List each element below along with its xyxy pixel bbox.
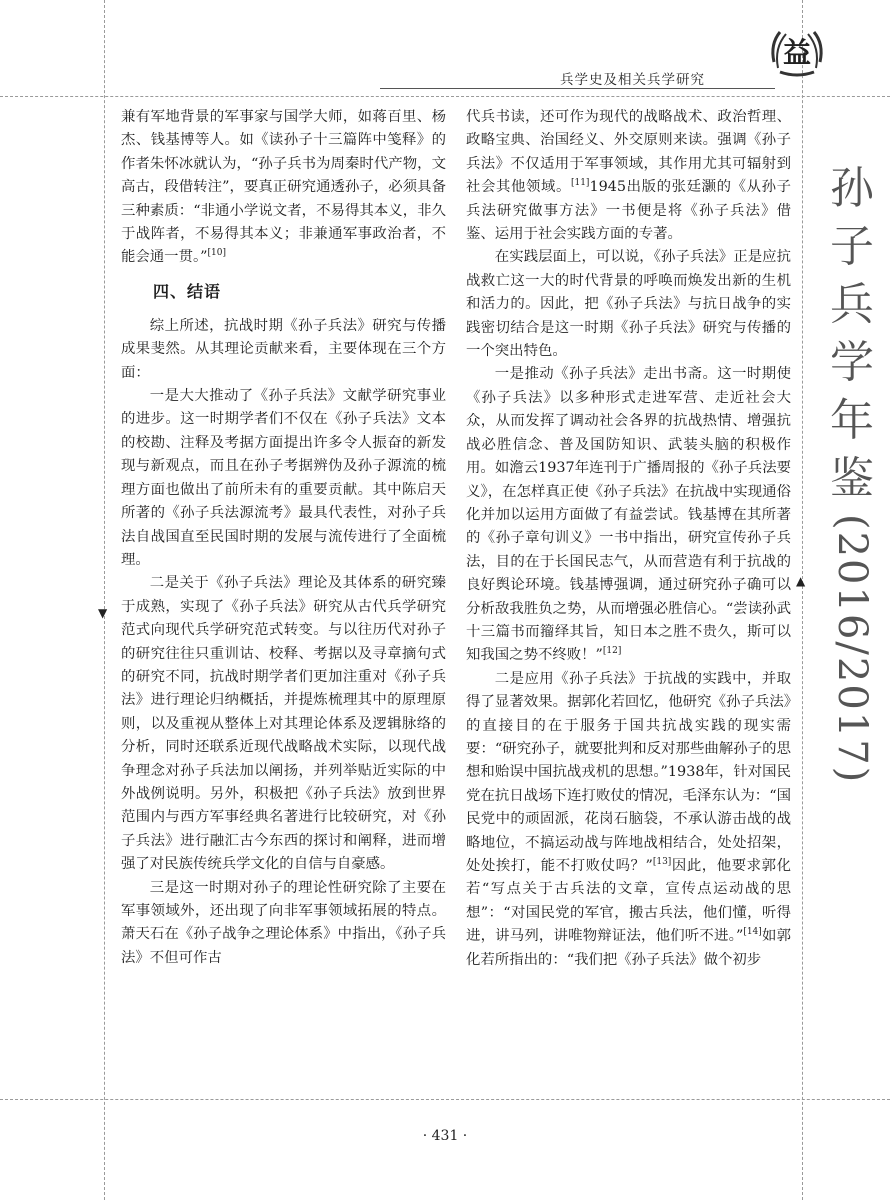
left-text-column [121,106,446,970]
emblem-glyph: 益 [782,36,812,69]
book-title-sidebar [822,160,882,784]
body-paragraph: 一是大大推动了《孙子兵法》文献学研究事业的进步。这一时期学者们不仅在《孙子兵法》文本的校勘、注释及考据方面提出许多令人振奋的新发现与新观点，而且在孙子考据辨伪及孙子源流的梳理方面也做出了前所未有的重要贡献。其中陈启天所著的《孙子兵法源流考》最具代表性，对孙子兵法自战国直至民国时期的发展与流传进行了全面梳理。 [121,388,446,568]
citation-ref: [14] [743,927,762,938]
body-paragraph: 兼有军地背景的军事家与国学大师，如蒋百里、杨杰、钱基博等人。如《读孙子十三篇阵中笺释》的作者朱怀冰就认为，“孙子兵书为周秦时代产物，文高古，段借转注”，要真正研究通透孙子，必须具备三种素质：“非通小学说文者，不易得其本义，非久于战阵者，不易得其本义；非兼通军事政治者，不能会通一贯。”[10] [121,109,446,266]
section-heading: 四、结语 [153,281,222,301]
running-header: 兵学史及相关兵学研究 [560,72,705,88]
top-guide-line [0,96,890,97]
citation-ref: [11] [570,178,590,189]
book-title-char: 年 [830,395,874,446]
book-title-char: 鉴 [830,453,874,504]
citation-ref: [13] [652,857,672,868]
left-guide-line [104,0,105,1200]
book-title-char: 学 [830,337,874,388]
right-text-column [466,106,791,972]
body-paragraph: 一是推动《孙子兵法》走出书斋。这一时期使《孙子兵法》以多种形式走进军营、走近社会大众，从而发挥了调动社会各界的抗战热情、增强抗战必胜信念、普及国防知识、武装头脑的积极作用。如澹云1937年连刊于广播周报的《孙子兵法要义》，在怎样真正使《孙子兵法》在抗战中实现通俗化并加以运用方面做了有益尝试。钱基博在其所著的《孙子章句训义》一书中指出，研究宣传孙子兵法，目的在于长国民志气，从而营造有利于抗战的良好舆论环境。钱基博强调，通过研究孙子确可以分析敌我胜负之势，从而增强必胜信心。“尝读孙武十三篇书而籀绎其旨，知日本之胜不贵久，斯可以知我国之势不终败！”[12] [466,366,791,664]
yearbook-emblem-icon [766,20,828,80]
book-title-char: 兵 [830,279,874,330]
bottom-guide-line [0,1099,890,1100]
book-title-char: 孙 [830,163,874,214]
body-paragraph: 三是这一时期对孙子的理论性研究除了主要在军事领域外，还出现了向非军事领域拓展的特点。萧天石在《孙子战争之理论体系》中指出，《孙子兵法》不但可作古 [121,879,446,966]
body-paragraph: 代兵书读，还可作为现代的战略战术、政治哲理、政略宝典、治国经义、外交原则来读。强调《孙子兵法》不仅适用于军事领域，其作用尤其可辐射到社会其他领域。[11]1945出版的张廷灏的《从孙子兵法研究做事方法》一书便是将《孙子兵法》借鉴、运用于社会实践方面的专著。 [466,109,791,243]
right-margin-marker-icon: ▲ [796,574,806,588]
citation-ref: [10] [207,248,226,259]
body-paragraph: 二是关于《孙子兵法》理论及其体系的研究臻于成熟，实现了《孙子兵法》研究从古代兵学研究范式向现代兵学研究范式转变。与以往历代对孙子的研究往往只重训诂、校释、考据以及寻章摘句式的研究不同，抗战时期学者们更加注重对《孙子兵法》进行理论归纳概括，并提炼梳理其中的原理原则，以及重视从整体上对其理论体系及逻辑脉络的分析，同时还联系近现代战略战术实际，以现代战争理念对孙子兵法加以阐扬，并列举贴近实际的中外战例说明。另外，积极把《孙子兵法》放到世界范围内与西方军事经典名著进行比较研究，对《孙子兵法》进行融汇古今东西的探讨和阐释，进而增强了对民族传统兵学文化的自信与自豪感。 [121,575,446,873]
book-title-char: 子 [830,221,874,272]
page-number: · 431 · [422,1128,468,1144]
body-paragraph: 综上所述，抗战时期《孙子兵法》研究与传播成果斐然。从其理论贡献来看，主要体现在三个方面： [121,317,446,381]
body-paragraph: 在实践层面上，可以说，《孙子兵法》正是应抗战救亡这一大的时代背景的呼唤而焕发出新的生机和活力的。因此，把《孙子兵法》与抗日战争的实践密切结合是这一时期《孙子兵法》研究与传播的一个突出特色。 [466,249,791,360]
body-paragraph: 二是应用《孙子兵法》于抗战的实践中，并取得了显著效果。据郭化若回忆，他研究《孙子兵法》的直接目的在于服务于国共抗战实践的现实需要：“研究孙子，就要批判和反对那些曲解孙子的思想和贻误中国抗战戎机的思想。”1938年，针对国民党在抗日战场下连打败仗的情况，毛泽东认为：“国民党中的顽固派，花岗石脑袋，不承认游击战的战略地位，不搞运动战与阵地战相结合，处处招架，处处挨打，能不打败仗吗？”[13]因此，他要求郭化若“写点关于古兵法的文章，宣传点运动战的思想”：“对国民党的军官，搬古兵法，他们懂，听得进，讲马列，讲唯物辩证法，他们听不进。”[14]如郭化若所指出的：“我们把《孙子兵法》做个初步 [466,670,791,968]
citation-ref: [12] [602,646,622,657]
header-rule [380,88,775,89]
right-guide-line [802,0,803,1200]
left-margin-marker-icon: ▼ [98,606,108,620]
book-year-label: (2016/2017) [829,514,875,785]
